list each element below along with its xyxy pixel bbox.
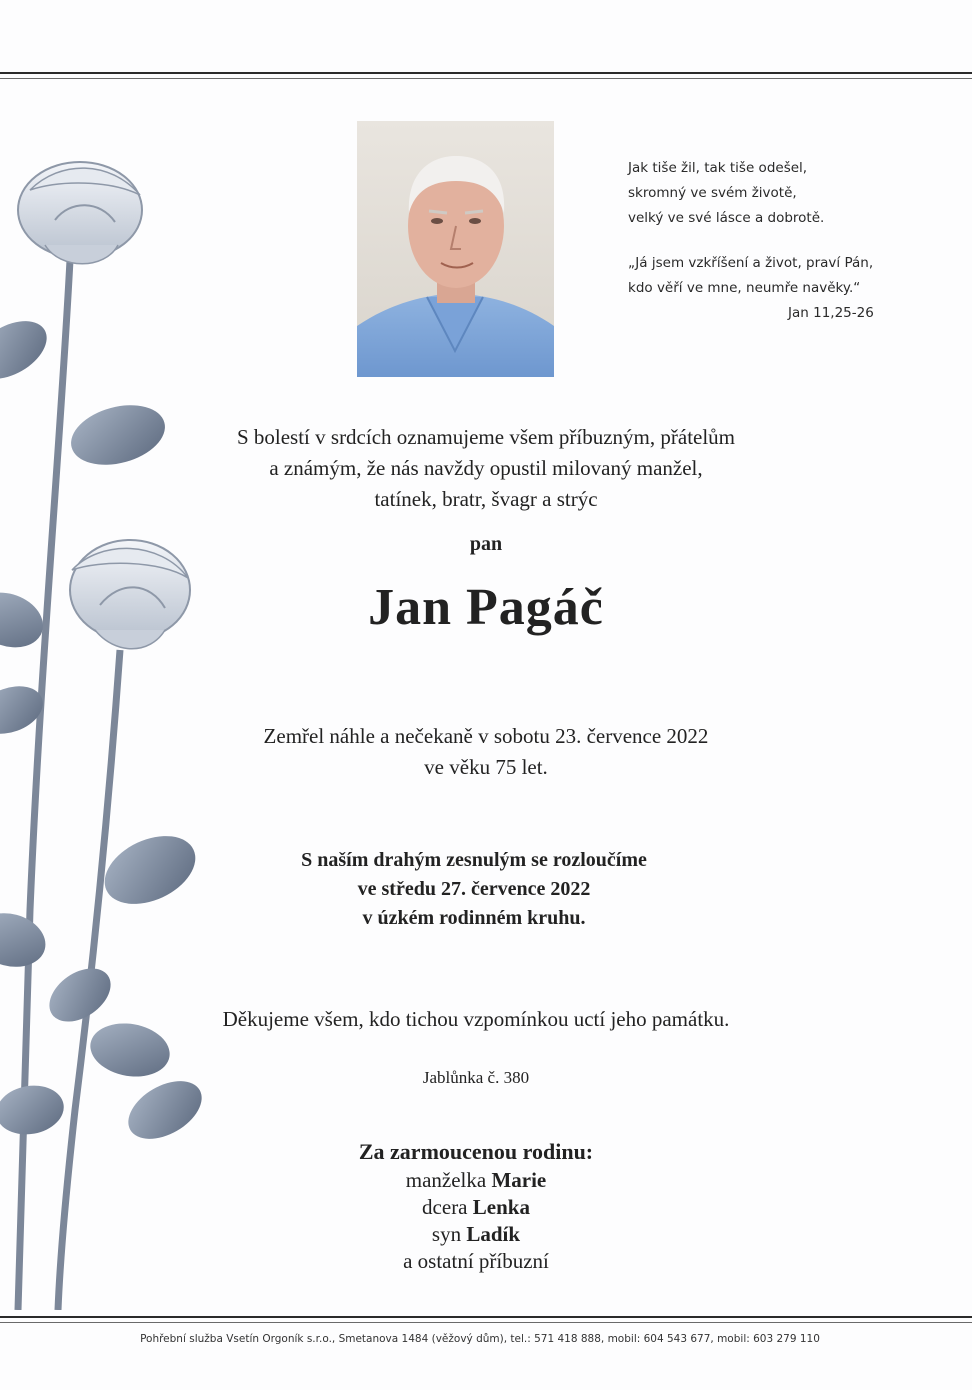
death-notice (150, 721, 822, 783)
memorial-quote (628, 156, 928, 326)
deceased-name: Jan Pagáč (368, 579, 604, 636)
salutation: pan (469, 533, 503, 555)
family-others: a ostatní příbuzní (403, 1249, 549, 1273)
death-line: Zemřel náhle a nečekaně v sobotu 23. července 2022 (263, 724, 709, 748)
quote-block-scripture (628, 251, 928, 326)
intro-line: S bolestí v srdcích oznamujeme všem příbuzným, přátelům (236, 425, 736, 449)
family-list (150, 1138, 802, 1275)
farewell-line: ve středu 27. července 2022 (357, 878, 591, 900)
death-line: ve věku 75 let. (424, 755, 548, 779)
address: Jablůnka č. 380 (422, 1068, 530, 1087)
quote-line: Jak tiše žil, tak tiše odešel, (628, 160, 808, 176)
top-rule-thin (0, 78, 972, 79)
announcement-text (150, 422, 822, 515)
farewell-line: v úzkém rodinném kruhu. (362, 907, 586, 929)
bottom-rule-thin (0, 1322, 972, 1323)
member-relation: syn (431, 1222, 462, 1246)
farewell-notice (150, 846, 798, 933)
family-member (150, 1221, 802, 1248)
quote-line: „Já jsem vzkříšení a život, praví Pán, (628, 255, 874, 271)
quote-line: skromný ve svém životě, (628, 185, 797, 201)
intro-line: tatínek, bratr, švagr a strýc (374, 487, 598, 511)
bottom-rule (0, 1316, 972, 1318)
member-name: Marie (491, 1168, 547, 1192)
thanks-text: Děkujeme všem, kdo tichou vzpomínkou uctí jeho památku. (222, 1007, 730, 1031)
farewell-line: S naším drahým zesnulým se rozloučíme (301, 849, 647, 871)
portrait-photo (357, 121, 554, 377)
rose-upper (18, 162, 142, 264)
member-name: Ladík (466, 1222, 521, 1246)
family-member (150, 1194, 802, 1221)
quote-line: velký ve své lásce a dobrotě. (628, 210, 825, 226)
top-rule (0, 72, 972, 74)
funeral-service-footer: Pohřební služba Vsetín Orgoník s.r.o., Smetanova 1484 (věžový dům), tel.: 571 418 888, mobil: 604 543 677, mobil: 603 279 110 (140, 1333, 820, 1345)
quote-reference: Jan 11,25-26 (788, 305, 874, 321)
family-member (150, 1167, 802, 1194)
member-name: Lenka (472, 1195, 530, 1219)
intro-line: a známým, že nás navždy opustil milovaný manžel, (269, 456, 703, 480)
family-heading: Za zarmoucenou rodinu: (358, 1139, 594, 1164)
member-relation: manželka (405, 1168, 487, 1192)
quote-line: kdo věří ve mne, neumře navěky.“ (628, 280, 861, 296)
quote-block-poem (628, 156, 928, 231)
member-relation: dcera (422, 1195, 468, 1219)
